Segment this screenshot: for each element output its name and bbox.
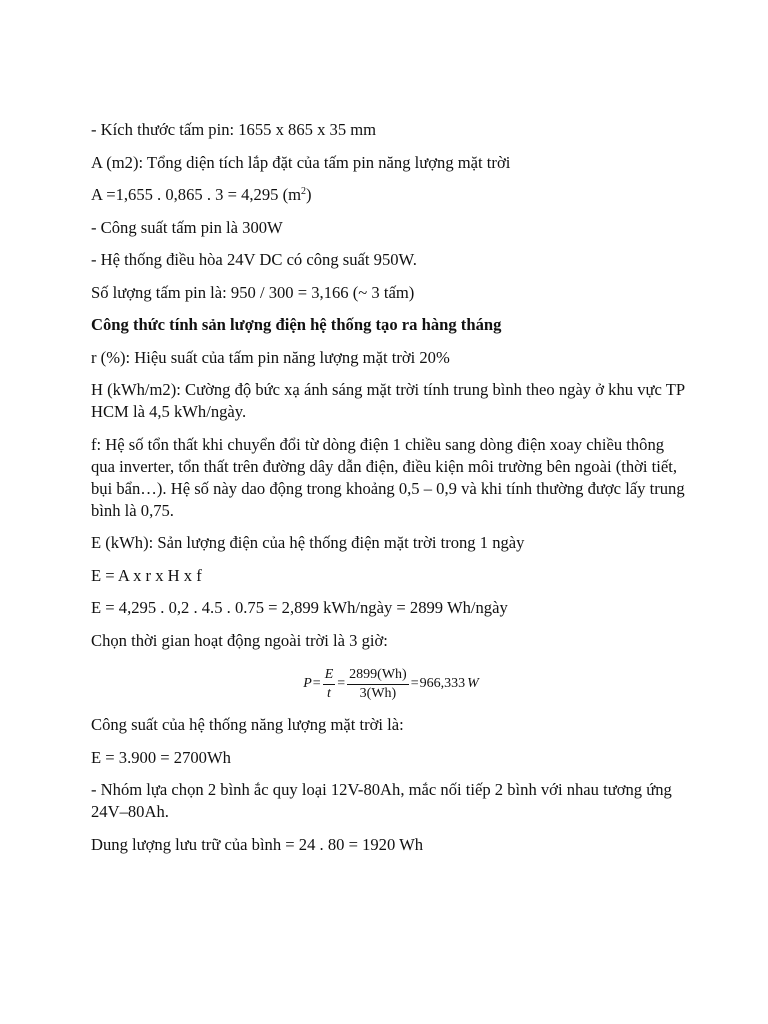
equation-result: 966,333: [419, 676, 466, 691]
loss-factor-definition: f: Hệ số tổn thất khi chuyển đổi từ dòng điện 1 chiều sang dòng điện xoay chiều thông qua inverter, tổn thất trên đường dây dẫn điện, điều kiện môi trường bên ngoài (thời tiết, bụi bẩn…). Hệ số này dao động trong khoảng 0,5 – 0,9 và khi tính thường được lấy trung bình là 0,75.: [91, 434, 685, 520]
operating-time-line: Chọn thời gian hoạt động ngoài trời là 3 giờ:: [91, 630, 388, 650]
equation-lhs: P: [303, 676, 312, 691]
area-calculation-text: A =1,655 . 0,865 . 3 = 4,295 (m: [91, 185, 302, 204]
ac-system-line: - Hệ thống điều hòa 24V DC có công suất 950W.: [91, 250, 417, 269]
system-power-line: Công suất của hệ thống năng lượng mặt trời là:: [91, 715, 404, 734]
irradiance-definition: H (kWh/m2): Cường độ bức xạ ánh sáng mặt trời tính trung bình theo ngày ở khu vực TP HCM là 4,5 kWh/ngày.: [91, 380, 685, 421]
efficiency-definition: r (%): Hiệu suất của tấm pin năng lượng mặt trời 20%: [91, 347, 450, 367]
panel-size-line: - Kích thước tấm pin: 1655 x 865 x 35 mm: [91, 120, 377, 139]
battery-selection-line: - Nhóm lựa chọn 2 bình ắc quy loại 12V-80Ah, mắc nối tiếp 2 bình với nhau tương ứng 24V–80Ah.: [91, 780, 672, 821]
fraction-denominator-t: t: [327, 685, 331, 701]
document-page: [91, 119, 691, 866]
fraction-values: [347, 667, 409, 702]
panel-count-line: Số lượng tấm pin là: 950 / 300 = 3,166 (~ 3 tấm): [91, 282, 415, 302]
equation-equals-1: =: [312, 676, 321, 691]
equation-equals-2: =: [337, 676, 346, 691]
fraction-e-over-t: [323, 667, 336, 702]
equation-equals-3: =: [410, 676, 419, 691]
area-definition: A (m2): Tổng diện tích lắp đặt của tấm pin năng lượng mặt trời: [91, 152, 511, 172]
equation-unit: W: [467, 676, 479, 691]
area-calculation: [91, 184, 691, 206]
energy-calculation: E = 4,295 . 0,2 . 4.5 . 0.75 = 2,899 kWh/ngày = 2899 Wh/ngày: [91, 598, 508, 617]
panel-power-line: - Công suất tấm pin là 300W: [91, 217, 283, 237]
fraction-numerator-e: E: [323, 667, 336, 685]
power-equation: [91, 662, 691, 706]
energy-formula: E = A x r x H x f: [91, 565, 202, 585]
area-calculation-close: ): [306, 185, 312, 204]
storage-capacity-line: Dung lượng lưu trữ của bình = 24 . 80 = 1920 Wh: [91, 834, 424, 854]
energy-definition: E (kWh): Sản lượng điện của hệ thống điện mặt trời trong 1 ngày: [91, 533, 525, 552]
section-heading: Công thức tính sản lượng điện hệ thống tạo ra hàng tháng: [91, 315, 502, 334]
fraction-numerator-value: 2899(Wh): [347, 667, 409, 685]
area-unit-exponent: 2: [301, 186, 307, 197]
energy-value-line: E = 3.900 = 2700Wh: [91, 747, 231, 767]
fraction-denominator-value: 3(Wh): [359, 685, 397, 701]
